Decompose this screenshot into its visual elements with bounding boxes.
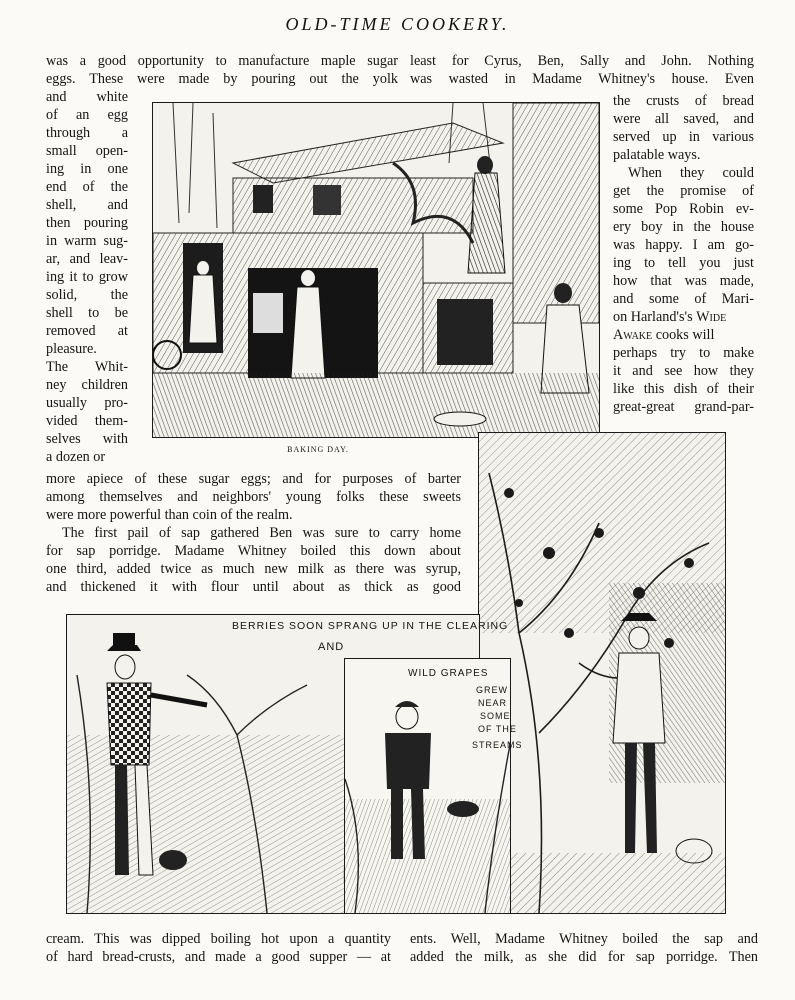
text-line: more apiece of these sugar eggs; and for purposes of barter: [46, 471, 461, 487]
text-line: ing to tell you just: [613, 255, 754, 271]
text-line: how that was made,: [613, 273, 754, 289]
text-line: one third, added twice as much new milk as there was syrup,: [46, 561, 461, 577]
text-line: pleasure.: [46, 341, 97, 357]
text-line: shell to be: [46, 305, 128, 321]
near-label: NEAR: [478, 698, 508, 708]
text-line: palatable ways.: [613, 147, 701, 163]
page-title: OLD-TIME COOKERY.: [285, 14, 510, 34]
text-line: cream. This was dipped boiling hot upon a quantity: [46, 931, 391, 947]
text-line: ery boy in the house: [613, 219, 754, 235]
text-line: it and see how they: [613, 363, 754, 379]
text-line: ing it to grow: [46, 269, 128, 285]
text-line: among themselves and neighbors' young folks these sweets: [46, 489, 461, 505]
text-line: like this dish of their: [613, 381, 754, 397]
text-line: end of the: [46, 179, 128, 195]
text-line: was a good opportunity to manufacture maple sugar: [46, 53, 398, 69]
text-line: through a: [46, 125, 128, 141]
text-line: and some of Mari-: [613, 291, 754, 307]
text-line: removed at: [46, 323, 128, 339]
grew-label: GREW: [476, 685, 508, 695]
berries-banner: BERRIES SOON SPRANG UP IN THE CLEARING: [232, 620, 509, 632]
text-line: get the promise of: [613, 183, 754, 199]
text-line: was happy. I am go-: [613, 237, 754, 253]
text-line: a dozen or: [46, 449, 106, 465]
grape-vines-illustration: [478, 432, 726, 914]
wild-grapes-inset: [344, 658, 511, 914]
text-line: were all saved, and: [613, 111, 754, 127]
text-line: of hard bread-crusts, and made a good supper — at: [46, 949, 391, 965]
text-line: the crusts of bread: [613, 93, 754, 109]
some-label: SOME: [480, 711, 511, 721]
text-line: in warm sug-: [46, 233, 128, 249]
text-line: usually pro-: [46, 395, 128, 411]
text-line: added the milk, as she did for sap porridge. Then: [410, 949, 758, 965]
text-line: small open-: [46, 143, 128, 159]
baking-day-illustration: [152, 102, 600, 438]
text-line: Awake cooks will: [613, 327, 715, 343]
text-line: eggs. These were made by pouring out the yolk: [46, 71, 398, 87]
text-line: ar, and leav-: [46, 251, 128, 267]
text-line: ents. Well, Madame Whitney boiled the sap and: [410, 931, 758, 947]
text-line: for sap porridge. Madame Whitney boiled this down about: [46, 543, 461, 559]
text-line: were more powerful than coin of the realm.: [46, 507, 293, 523]
text-line: vided them-: [46, 413, 128, 429]
text-line: served up in various: [613, 129, 754, 145]
text-line: on Harland's's Wide: [613, 309, 727, 325]
and-label: AND: [318, 641, 345, 653]
wild-grapes-label: WILD GRAPES: [408, 668, 489, 679]
text-line: When they could: [628, 165, 754, 181]
text-line: ney children: [46, 377, 128, 393]
of-the-label: OF THE: [478, 724, 517, 734]
text-line: some Pop Robin ev-: [613, 201, 754, 217]
text-line: least for Cyrus, Ben, Sally and John. Nothing: [410, 53, 754, 69]
text-line: of an egg: [46, 107, 128, 123]
text-line: and white: [46, 89, 128, 105]
text-line: then pouring: [46, 215, 128, 231]
figure-caption: BAKING DAY.: [287, 445, 349, 454]
text-line: selves with: [46, 431, 128, 447]
text-line: and thickened it with flour until about as thick as good: [46, 579, 461, 595]
streams-label: STREAMS: [472, 740, 523, 750]
text-line: shell, and: [46, 197, 128, 213]
text-line: perhaps try to make: [613, 345, 754, 361]
text-line: ing in one: [46, 161, 128, 177]
text-line: great-great grand-par-: [613, 399, 754, 415]
text-line: The Whit-: [46, 359, 128, 375]
text-line: was wasted in Madame Whitney's house. Even: [410, 71, 754, 87]
text-line: solid, the: [46, 287, 128, 303]
text-line: The first pail of sap gathered Ben was sure to carry home: [62, 525, 461, 541]
